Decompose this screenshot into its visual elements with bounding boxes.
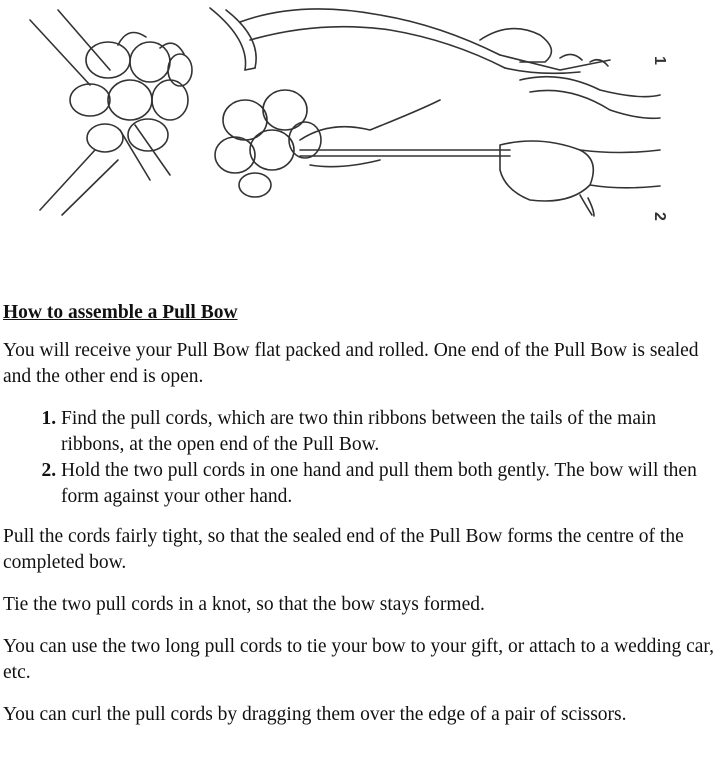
pull-bow-illustration xyxy=(0,0,720,250)
step-two-drawing xyxy=(215,90,660,216)
finished-bow-drawing xyxy=(30,10,192,215)
paragraph-knot: Tie the two pull cords in a knot, so that the bow stays formed. xyxy=(3,594,485,615)
instructions xyxy=(3,300,717,744)
step-item-1: 1. Find the pull cords, which are two thin ribbons between the tails of the main ribbons, at the open end of the Pull Bow. xyxy=(61,406,717,458)
intro-paragraph: You will receive your Pull Bow flat packed and rolled. One end of the Pull Bow is sealed and the other end is open. xyxy=(3,340,699,387)
steps-list xyxy=(3,406,717,510)
paragraph-attach: You can use the two long pull cords to tie your bow to your gift, or attach to a wedding car, etc. xyxy=(3,636,715,683)
paragraph-curl: You can curl the pull cords by dragging them over the edge of a pair of scissors. xyxy=(3,704,627,725)
paragraph-tighten: Pull the cords fairly tight, so that the sealed end of the Pull Bow forms the centre of the completed bow. xyxy=(3,526,684,573)
section-heading: How to assemble a Pull Bow xyxy=(3,302,238,323)
step-number-1: 1 xyxy=(651,56,668,65)
step-number-2: 2 xyxy=(651,212,668,221)
step-item-2: 2. Hold the two pull cords in one hand and pull them both gently. The bow will then form against your other hand. xyxy=(61,458,717,510)
